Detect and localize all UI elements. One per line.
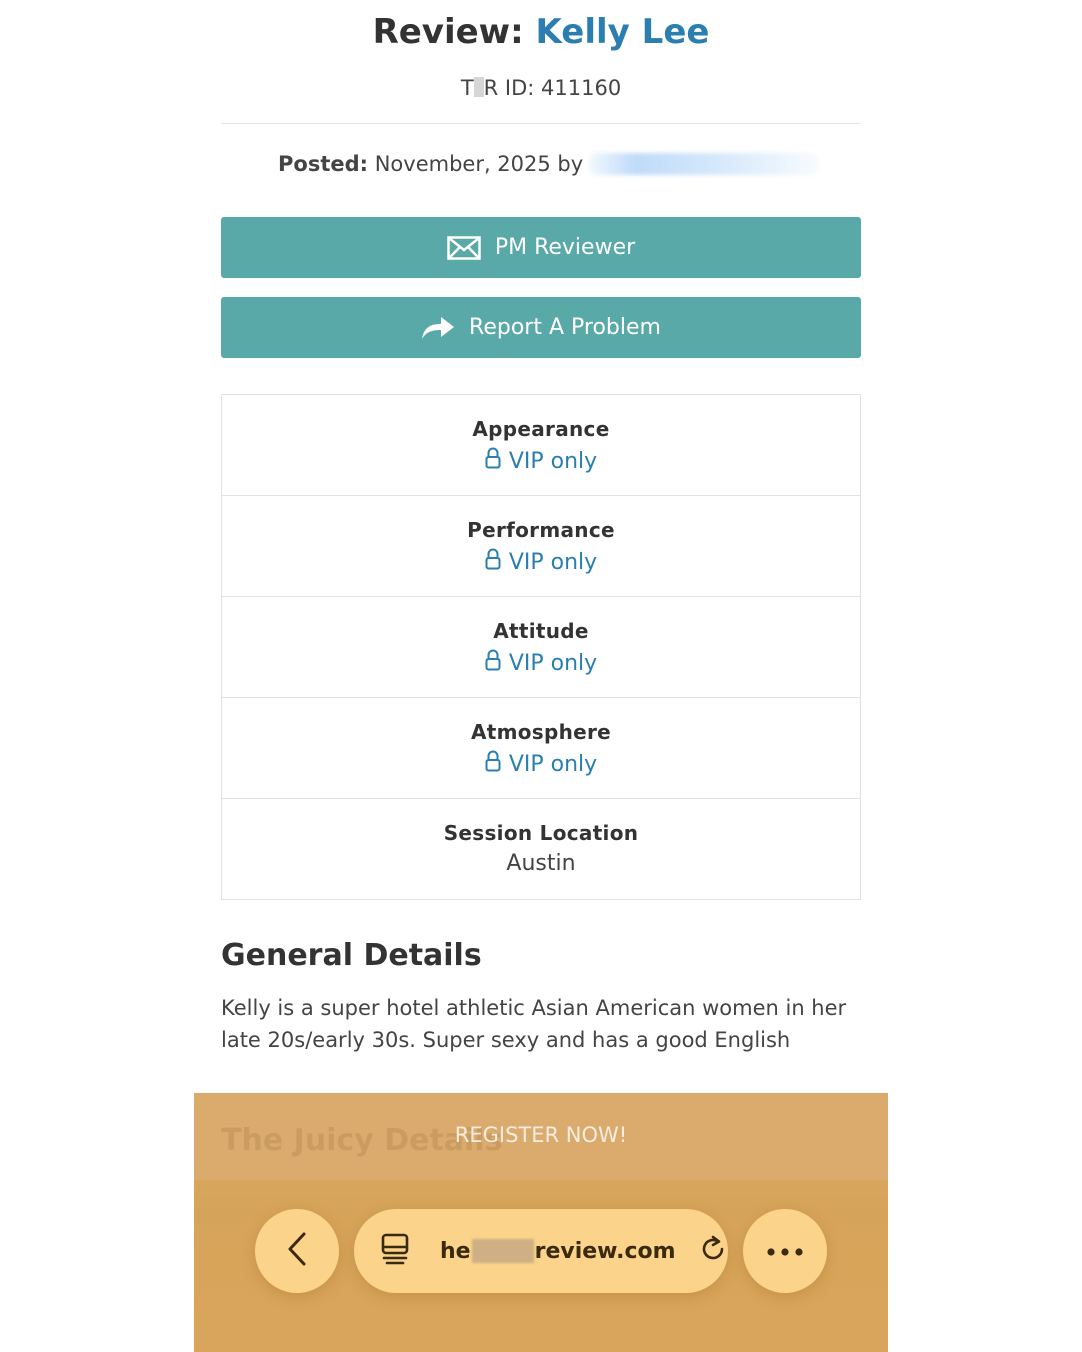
- page-title: [0, 12, 1082, 52]
- vip-only-text: VIP only: [508, 751, 598, 777]
- chevron-left-icon: [285, 1231, 309, 1271]
- report-problem-label: Report A Problem: [469, 315, 661, 340]
- stat-label: Session Location: [443, 821, 639, 845]
- trid-line: [0, 76, 1082, 100]
- stat-session-location: [222, 799, 860, 899]
- trid-part2: R ID: 411160: [483, 76, 622, 100]
- divider: [221, 123, 861, 124]
- pm-reviewer-button[interactable]: [221, 217, 861, 278]
- more-button[interactable]: [743, 1209, 827, 1293]
- stat-label: Performance: [467, 518, 615, 542]
- general-details-heading: General Details: [221, 938, 482, 973]
- share-arrow-icon: [421, 316, 455, 340]
- url-start: he: [440, 1238, 471, 1264]
- lock-icon: [485, 447, 501, 475]
- general-details-text: Kelly is a super hotel athletic Asian American women in her late 20s/early 30s. Super sexy and has a good English: [221, 996, 847, 1052]
- vip-only-text: VIP only: [508, 549, 598, 575]
- posted-date: November, 2025 by: [368, 152, 584, 176]
- vip-only-text: VIP only: [508, 650, 598, 676]
- url-end: review.com: [534, 1238, 676, 1264]
- vip-only-link[interactable]: [222, 447, 860, 475]
- stat-label: Attitude: [493, 619, 589, 643]
- url-text: [440, 1239, 676, 1264]
- stat-label: Appearance: [472, 417, 610, 441]
- address-bar[interactable]: [354, 1209, 728, 1293]
- lock-icon: [485, 649, 501, 677]
- more-dots-icon: [766, 1242, 804, 1261]
- register-banner[interactable]: [194, 1093, 888, 1180]
- envelope-icon: [447, 236, 481, 260]
- stat-atmosphere: [222, 698, 860, 799]
- report-problem-button[interactable]: [221, 297, 861, 358]
- provider-name-link[interactable]: Kelly Lee: [535, 12, 710, 52]
- vip-only-text: VIP only: [508, 448, 598, 474]
- stat-value: Austin: [506, 851, 576, 876]
- title-prefix: Review:: [372, 12, 536, 52]
- vip-only-link[interactable]: [222, 548, 860, 576]
- vip-only-link[interactable]: [222, 750, 860, 778]
- posted-line: [278, 152, 819, 176]
- register-now-link[interactable]: REGISTER NOW!: [454, 1123, 628, 1147]
- lock-icon: [485, 750, 501, 778]
- reviewer-name-redacted[interactable]: [589, 153, 819, 175]
- trid-part1: T: [460, 76, 474, 100]
- browser-overlay: [194, 1093, 888, 1352]
- juicy-details-heading: The Juicy Details: [221, 1123, 503, 1158]
- url-redaction: [472, 1239, 534, 1263]
- redaction-block: [474, 77, 484, 97]
- back-button[interactable]: [255, 1209, 339, 1293]
- stat-label: Atmosphere: [470, 720, 612, 744]
- stat-appearance: [222, 395, 860, 496]
- lock-icon: [485, 548, 501, 576]
- reload-icon[interactable]: [698, 1234, 728, 1268]
- tabs-icon: [380, 1232, 410, 1270]
- posted-label: Posted:: [278, 152, 369, 176]
- vip-only-link[interactable]: [222, 649, 860, 677]
- ratings-table: [221, 394, 861, 900]
- stat-attitude: [222, 597, 860, 698]
- stat-performance: [222, 496, 860, 597]
- pm-reviewer-label: PM Reviewer: [494, 235, 636, 260]
